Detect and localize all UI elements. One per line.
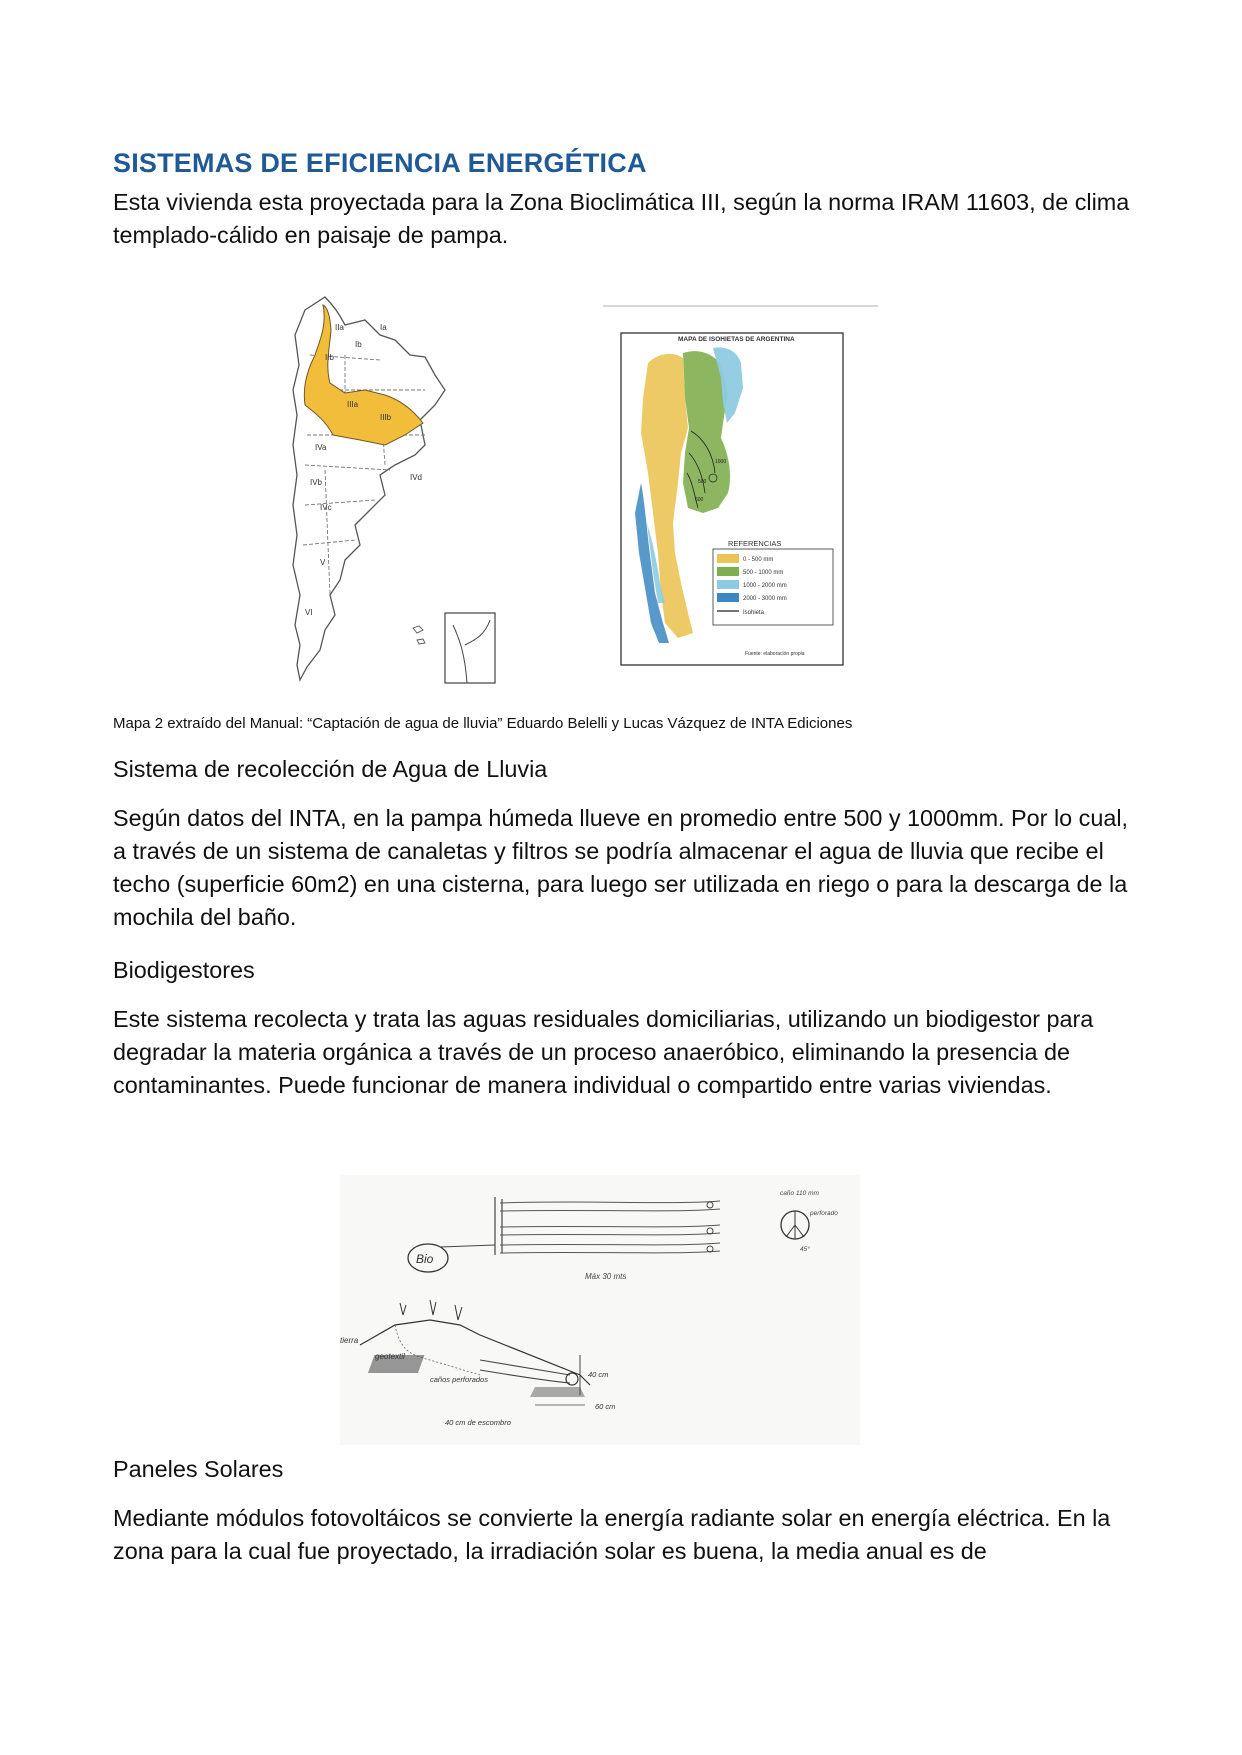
bio-label: Bio <box>416 1252 434 1266</box>
zone-label: IIb <box>325 353 334 362</box>
section-text-solar: Mediante módulos fotovoltáicos se convierte la energía radiante solar en energía eléctrica. En la zona para la cual fue proyectado, la irradiación solar es buena, la media anual es de <box>113 1505 1111 1564</box>
perforated-label: perforado <box>810 1210 838 1217</box>
zone-iii-highlight <box>304 305 423 445</box>
soil-label: tierra <box>340 1336 359 1345</box>
figure-caption: Mapa 2 extraído del Manual: “Captación de agua de lluvia” Eduardo Belelli y Lucas Vázquez de INTA Ediciones <box>113 715 853 732</box>
legend-swatch <box>717 593 739 602</box>
islands-outline <box>413 626 425 644</box>
legend-label: 500 - 1000 mm <box>743 570 784 576</box>
zone-label: VI <box>305 608 313 617</box>
width-label: 60 cm <box>595 1402 616 1411</box>
legend-title: REFERENCIAS <box>728 539 782 548</box>
diameter-label: caño 110 mm <box>780 1190 819 1197</box>
legend-label: Isohieta <box>743 610 765 616</box>
isohyet-map-title: MAPA DE ISOHIETAS DE ARGENTINA <box>678 336 795 343</box>
isohyet-label: 600 <box>695 497 704 503</box>
zone-map-drawing <box>285 295 500 685</box>
zone-label: IIIa <box>347 400 359 409</box>
intro-paragraph: Esta vivienda esta proyectada para la Zona Bioclimática III, según la norma IRAM 11603, de clima templado-cálido en paisaje de pampa. <box>113 189 1130 248</box>
zone-label: IVa <box>315 443 327 452</box>
zone-label: IVb <box>310 478 323 487</box>
section-heading-solar: Paneles Solares <box>113 1456 284 1482</box>
gravel-fill <box>530 1387 585 1397</box>
zone-label: IVd <box>410 473 423 482</box>
pipes-label: caños perforados <box>430 1375 488 1384</box>
zone-label: IIIb <box>380 413 392 422</box>
legend-label: 2000 - 3000 mm <box>743 596 787 602</box>
isohyet-label: 1000 <box>715 459 727 465</box>
legend-swatch <box>717 580 739 589</box>
depth-label: 40 cm <box>588 1370 609 1379</box>
section-text-rain: Según datos del INTA, en la pampa húmeda llueve en promedio entre 500 y 1000mm. Por lo cual, a través de un sistema de canaletas y filtros se podría almacenar el agua de lluvia que recibe el techo (superficie 60m2) en una cisterna, para luego ser utilizada en riego o para la descarga de la mochila del baño. <box>113 805 1129 930</box>
bioclimatic-zone-map <box>285 295 500 685</box>
antarctica-outline <box>453 620 490 683</box>
sketch-drawing <box>340 1175 860 1445</box>
legend-swatch <box>717 554 739 563</box>
zone-label: V <box>320 558 326 567</box>
legend-swatch <box>717 567 739 576</box>
section-text-biodigestores: Este sistema recolecta y trata las aguas residuales domiciliarias, utilizando un biodigestor para degradar la materia orgánica a través de un proceso anaeróbico, eliminando la presencia de contaminantes. Puede funcionar de manera individual o compartido entre varias viviendas. <box>113 1006 1094 1098</box>
antarctica-inset <box>445 613 495 683</box>
isohyet-map <box>603 303 878 668</box>
biodigestor-sketch <box>340 1175 860 1445</box>
max-length-label: Máx 30 mts <box>585 1272 627 1281</box>
isohyet-label: 500 <box>698 479 707 485</box>
page-title: SISTEMAS DE EFICIENCIA ENERGÉTICA <box>113 148 647 178</box>
isohyet-map-drawing <box>603 303 878 668</box>
zone-label: IIa <box>335 323 344 332</box>
geotextile-label: geotextil <box>375 1352 405 1361</box>
angle-label: 45° <box>800 1246 810 1253</box>
gravel-label: 40 cm de escombro <box>445 1418 511 1427</box>
section-heading-rain: Sistema de recolección de Agua de Lluvia <box>113 756 548 782</box>
legend-label: 1000 - 2000 mm <box>743 583 787 589</box>
zone-label: IVc <box>320 503 332 512</box>
legend-label: 0 - 500 mm <box>743 557 774 563</box>
zone-label: Ia <box>380 323 387 332</box>
map-source: Fuente: elaboración propia <box>745 651 805 657</box>
section-heading-biodigestores: Biodigestores <box>113 957 255 983</box>
zone-label: Ib <box>355 340 362 349</box>
